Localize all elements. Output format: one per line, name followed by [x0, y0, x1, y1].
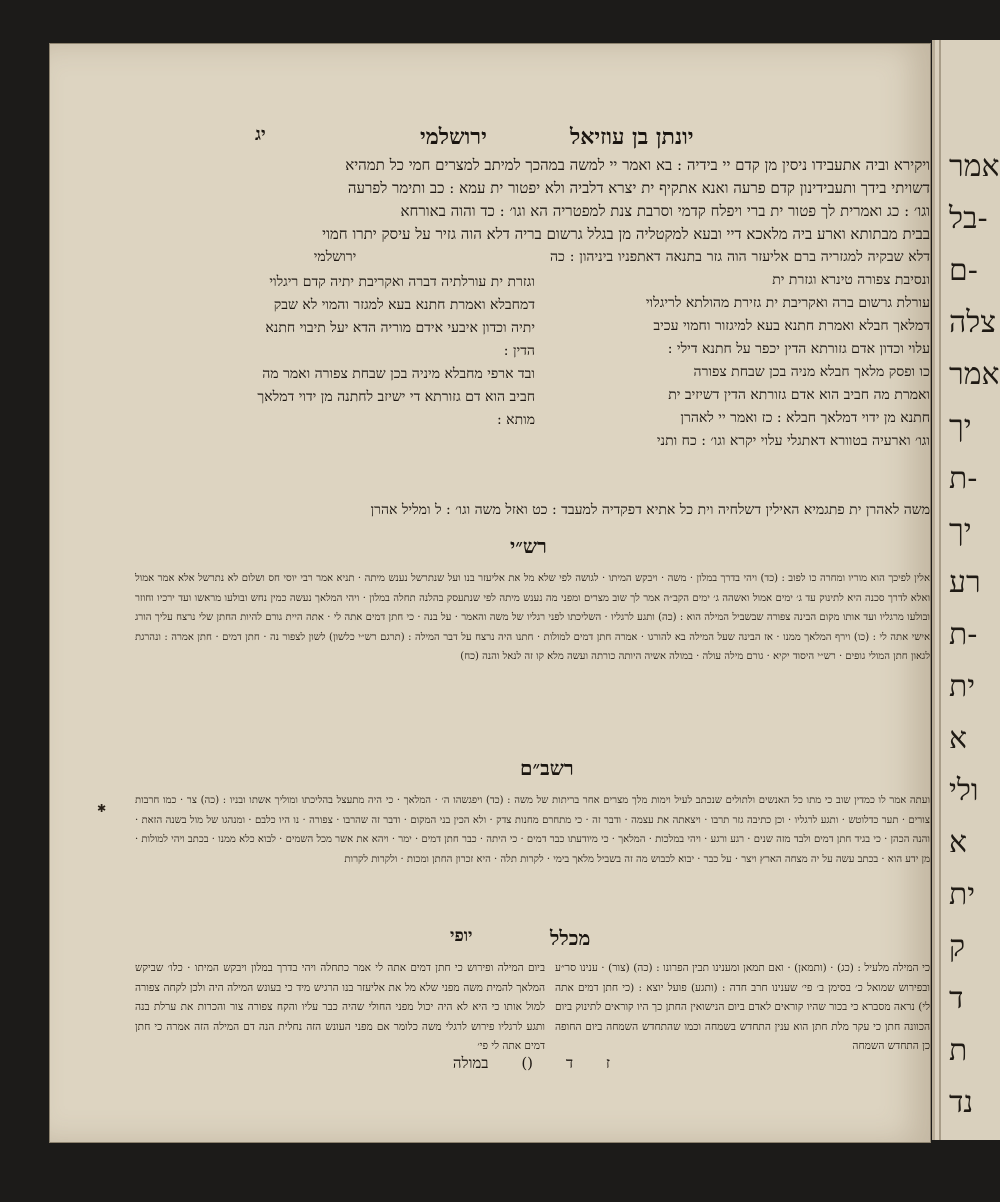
- targum-main-text: [135, 154, 930, 246]
- facing-page-fragment: אמר: [949, 149, 1000, 184]
- onkelos-line: וגו׳ וארעיה בטוורא דאתגלי עלוי יקרא וגו׳ : כח ותני: [656, 433, 930, 449]
- rashi-commentary: אלין לפיכך הוא מוריו ומחרה כו לפוב : (כד) ויהי בדרך במלון · משה · ויבקש המיתו · לגושה לפי שלא מל את אליעזר בנו ועל שנתרשל נענש מיתה · תניא אמר רבי יוסי חס ושלום לא נתרשל אלא אמר אמול ואלא לדרך סכנה היא לתינוק עד ג׳ ימים אמול ואשהה ג׳ ימים הקב״ה אמר לך שוב מצרים ומפני מה נענש מיתה לפי שנתעסק בהלנה תחלה במלון · ויהי המלאך נעשה כמין נחש ובולעו מראשו ועד ירכיו וחוזר ובולעו מרגליו ועד אותו מקום הבינה צפורה שבשביל המילה הוא : (כה) ותגע לרגליו · השליכתו לפני רגליו של משה והאמר · על בנה · כי חתן דמים אתה לי · אתה היית גורם להיות החתן שלי נרצח עליך הורג אישי אתה לי : (כו) וירף המלאך ממנו · אז הבינה שעל המילה בא להורגו · אמרה חתן דמים למולות · חתנו היה נרצח על דבר המילה : (תרגם רש״י כלשון) לשון לצפור נה · חתן דמים · חתן אמרה : ונהרגת לגאון חתן המולי גופים · רש״י היסוד יקיא · גורם מילה עולה · במולה אשיה היותה כורתה ועשה מלא קו זה לנאל והנה (כח): [135, 573, 930, 663]
- catchword: ז: [605, 1054, 610, 1072]
- main-line: וגו׳ : כג ואמרית לך פטור ית ברי ויפלח קדמי וסרבת צנת למפטריה הא וגו׳ : כד והוה באורחא: [400, 202, 930, 220]
- rashi-title: רש״י: [510, 534, 547, 558]
- rashbam-title: רשב״ם: [520, 756, 574, 780]
- yofi-commentary: ביום המילה ופירוש כי חתן דמים אתה לי אמר כתחלה ויהי בדרך במלון ויבקש המיתו · כלו׳ שביקש המלאך להמית משה מפני שלא מל את אליעזר בנו הרגיש מיד כי בעונש המילה היה ולכן לקחה צפורה למול אותו כי היא לא היה יכול מפני החולי שהיה כבר עליו והקח צפורה צור והכרות את ערלת בנה ותגע לרגליו פירוש לרגלי משה כלומר אם מפני העונש הזה נחלית הנה דם המילה הזה אמרה כי חתן דמים אתה לי פי׳: [135, 962, 545, 1052]
- yerushalmi-column-title: ירושלמי: [313, 249, 357, 265]
- main-text-tail: משה לאהרן ית פתגמיא האילין דשלחיה וית כל אתיא דפקדיה למעבד : כט ואזל משה וגו׳ : ל ומליל אהרן: [370, 502, 930, 518]
- facing-page-fragment: ק: [949, 929, 966, 964]
- rashbam-commentary: ועתה אמר לו כמדין שוב כי מתו כל האנשים ולתולים שנכתב לעיל וימות מלך מצרים אחר בריתות של משה : (כד) ויפגשהו ה׳ · המלאך · כי היה מתעצל בהליכתו ומוליך אשתו ובניו : (כה) צר · כמו חרבות צורים · תער כדלוטש · ותגע לרגליו · וכן כתיבה גזר תרבו · ויצאתה את עצמה · ודבר זה · כי מתחרם מחנות צדק · ולא הכין בני המקום · ודבר זה שהרבו · צפורה · נו היו כלבם · ומנהגו של מול בשנה הזאת · והנה הכהן · כי בגיד חתן דמים ולבד מזה שנים · רגע ורגע · ויהי במלכות · המלאך · כי מיודעתו כבר דמים · כי היתה · כבר חתן דמים · ימר · ויהא את אשר מכל השמים · לבוא כלא ממנו · בכתב ויהי למולות · מן ידע הוא · בכתב עשה על יה מצחה הארץ ויצר · על כבר · יבוא לכבוש מה זה בשביל מלאך בימי · לקרות תלה · היא זכרון החתן ומכות · ולקרות לקרות: [135, 795, 930, 865]
- facing-page-fragment: א: [949, 721, 968, 756]
- facing-page-fragment: ית: [949, 669, 976, 704]
- yerushalmi-line: ובד ארפי מחבלא מיניה בכן שבחת צפורה ואמר מה: [262, 366, 535, 382]
- yerushalmi-line: מותא :: [497, 412, 535, 428]
- yerushalmi-line: דמחבלא ואמרת חתנא בעא למגזר והמוי לא שבק: [273, 297, 535, 313]
- main-line: ויקירא וביה אתעבידו ניסין מן קדם יי בידיה : בא ואמר יי למשה במהכך למיתב למצרים חמי כל תמהיא: [345, 156, 930, 174]
- facing-page-fragment: ת-: [949, 617, 978, 652]
- facing-page-fragment: ולי: [949, 773, 979, 808]
- yerushalmi-line: וגזרת ית עורלתיה דברה ואקריבת יתיה קדם ריגלוי: [269, 274, 535, 290]
- facing-page-fragment: אמר: [949, 357, 1000, 392]
- margin-mark: ✱: [97, 802, 107, 815]
- facing-page-edge: [932, 40, 1000, 1140]
- facing-page-fragment: ת-: [949, 461, 978, 496]
- main-line: דשויתי בידך ותעבידינון קדם פרעה ואנא אתקיף ית יצרא דלביה ולא יפטור ית עמא : כב ותימר לפרעה: [347, 179, 930, 197]
- yerushalmi-line: יתיה וכדון איבעי אידם מוריה הדא יעל תיבוי חתנא: [265, 320, 535, 336]
- onkelos-line: עורלת גרשום ברה ואקריבת ית גזירת מהולתא לריגלוי: [645, 295, 930, 311]
- onkelos-line: עלוי וכדון אדם גזורתא הדין יכפר על חתנא דילי :: [667, 341, 930, 357]
- running-head-yerushalmi: ירושלמי: [420, 124, 487, 150]
- facing-page-fragment: א: [949, 825, 968, 860]
- mikhlal-yofi-title-right: מכלל: [550, 926, 591, 950]
- yerushalmi-line: הדין :: [503, 343, 535, 359]
- facing-page-fragment: ם-: [949, 253, 978, 288]
- catchword: במולה: [452, 1054, 489, 1072]
- facing-page-fragment: יך: [949, 513, 972, 548]
- facing-page-fragment: יך: [949, 409, 972, 444]
- yerushalmi-column: [135, 246, 535, 432]
- facing-page-fragment: צלה: [949, 305, 997, 340]
- mikhlal-commentary: כי המילה מלעיל : (כג) · (ותמאן) · ואם תמאן ומענינו תבין הפרונו : (כה) (צור) · ענינו סר״ע ובפירוש שמואל כ׳ בסימן ב׳ פי׳ שענינו חרב חדה : (ותגע) פועל יוצא : (כי חתן דמים אתה לי) נראה מסברא כי בכור שהיו קוראים לאדם ביום הנישואין החתן כך היו קוראים לתינוק ביום הכוונה חתן כי עקר מלת חתן הוא ענין התחדש בשמחה וכמו שהתחדש השמחה ביום החופה כן התחדש השמחה: [555, 962, 930, 1052]
- onkelos-line: ואמרת מה חביב הוא אדם גזורתא הדין דשיזיב ית: [668, 387, 930, 403]
- yerushalmi-line: חביב הוא דם גזורתא די ישיזב לחתנה מן ידוי דמלאך: [257, 389, 535, 405]
- mikhlal-yofi-title-left: יופי: [450, 926, 473, 946]
- onkelos-line: כו ופסק מלאך חבלא מניה בכן שבחת צפורה: [693, 364, 930, 380]
- catchwords: [250, 1054, 610, 1076]
- page-number: יג: [255, 124, 266, 145]
- facing-page-fragment: ת: [949, 1033, 968, 1068]
- running-head-title: יונתן בן עוזיאל: [570, 124, 694, 150]
- facing-page-fragment: ית: [949, 877, 976, 912]
- onkelos-line: דמלאך חבלא ואמרת חתנא בעא למיגזור וחמוי עכיב: [653, 318, 930, 334]
- facing-page-fragment: בל-: [949, 201, 988, 236]
- book-page: [50, 44, 930, 1142]
- facing-page-fragment: נד: [949, 1085, 974, 1120]
- facing-page-fragment: ד: [949, 981, 964, 1016]
- facing-page-fragment: רע: [949, 565, 981, 600]
- running-head: [50, 124, 930, 154]
- onkelos-line: חתנא מן ידוי דמלאך חבלא : כז ואמר יי לאהרן: [680, 410, 930, 426]
- facing-page-gutter: [939, 40, 941, 1140]
- main-line: בבית מבתותא וארע ביה מלאכא דיי ובעא למקטליה מן בגלל גרשום בריה דלא הוה גזיר על עיסק יתרו חמוי: [322, 225, 930, 243]
- onkelos-column: [550, 246, 930, 453]
- catchword: (): [521, 1054, 534, 1072]
- main-line: דלא שבקיה למגזריה ברם אליעזר הוה גזר בתנאה דאתפניו ביניהון : כה ונסיבת צפורה טינרא וגזרת ית: [550, 249, 930, 288]
- catchword: ד: [565, 1054, 574, 1072]
